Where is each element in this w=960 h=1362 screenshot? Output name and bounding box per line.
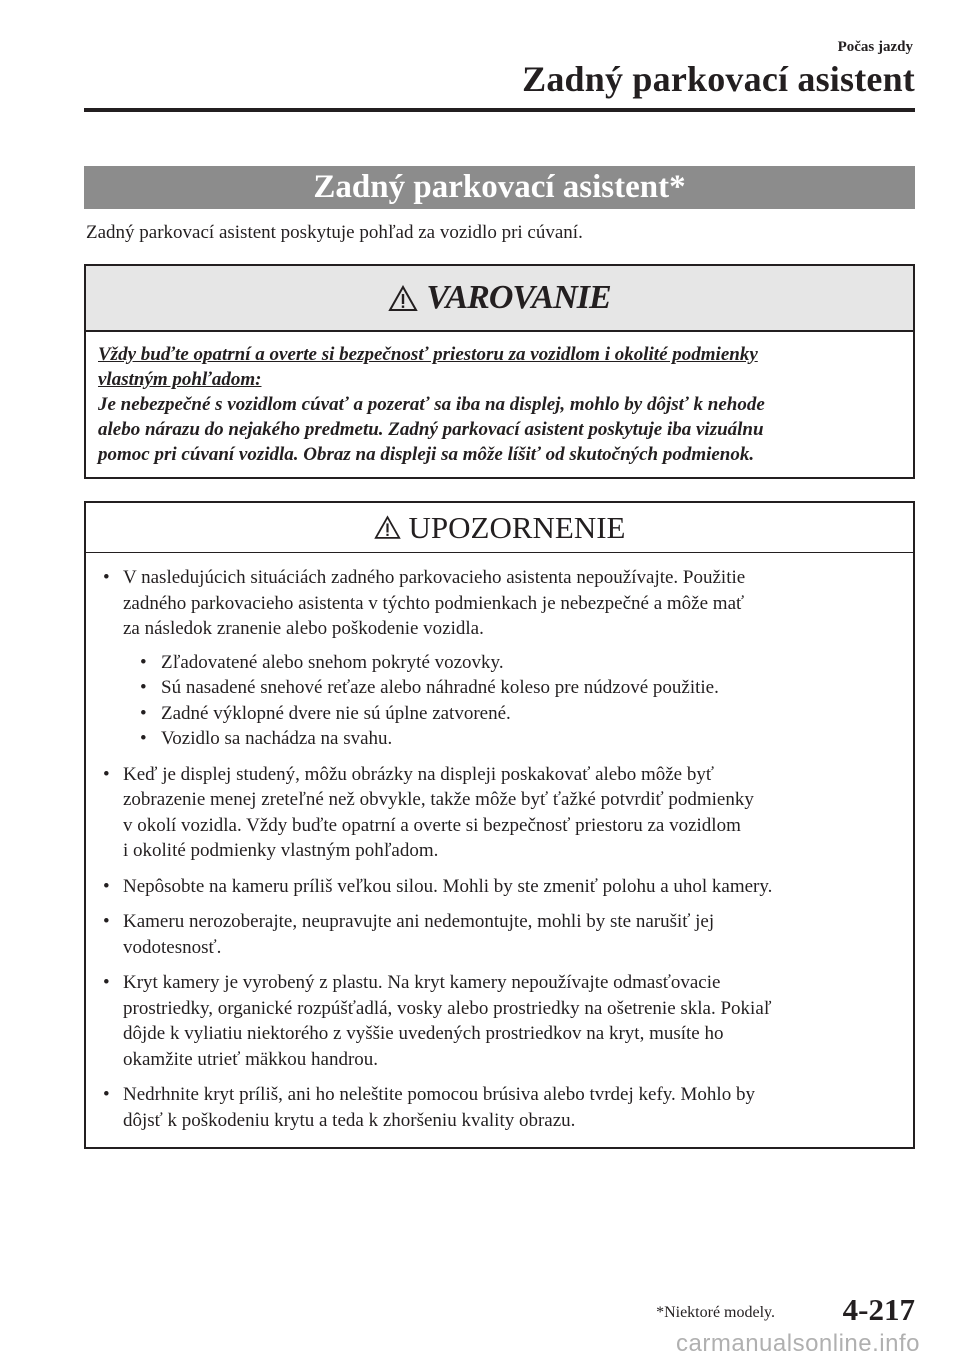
warning-text-line: alebo nárazu do nejakého predmetu. Zadný parkovací asistent poskytuje iba vizuálnu (98, 419, 764, 440)
caution-item-line: Nedrhnite kryt príliš, ani ho neleštite pomocou brúsiva alebo tvrdej kefy. Mohlo by (123, 1084, 755, 1105)
header-subtitle: Počas jazdy (837, 39, 913, 55)
section-title-bar (84, 166, 915, 209)
bullet: • (140, 728, 147, 749)
bullet: • (140, 677, 147, 698)
caution-subitem-text: Zadné výklopné dvere nie sú úplne zatvorené. (161, 702, 511, 724)
caution-title: UPOZORNENIE (408, 509, 626, 545)
warning-box (84, 264, 915, 479)
warning-header (86, 266, 913, 332)
caution-item-line: dôjde k vyliatiu niektorého z vyššie uvedených prostriedkov na kryt, musíte ho (123, 1023, 724, 1044)
warning-triangle-icon (388, 285, 418, 312)
caution-subitem-list (123, 650, 903, 752)
warning-text-line: pomoc pri cúvaní vozidla. Obraz na displeji sa môže líšiť od skutočných podmienok. (98, 444, 755, 465)
section-title: Zadný parkovací asistent* (313, 169, 686, 205)
caution-item (96, 970, 903, 1072)
caution-item (96, 874, 903, 900)
warning-title: VAROVANIE (426, 279, 611, 316)
caution-subitem (123, 701, 903, 727)
caution-item-line: zobrazenie menej zreteľné než obvykle, takže môže byť ťažké potvrdiť podmienky (123, 789, 754, 810)
caution-item (96, 565, 903, 752)
header-title: Zadný parkovací asistent (522, 59, 915, 99)
caution-subitem (123, 675, 903, 701)
bullet: • (140, 651, 147, 673)
caution-item-line: dôjsť k poškodeniu krytu a teda k zhoršeniu kvality obrazu. (123, 1109, 576, 1131)
caution-subitem-text: Zľadovatené alebo snehom pokryté vozovky. (161, 651, 504, 673)
caution-item-line: Nepôsobte na kameru príliš veľkou silou. Mohli by ste zmeniť polohu a uhol kamery. (123, 875, 773, 897)
bullet: • (103, 875, 110, 897)
warning-triangle-icon (374, 515, 401, 540)
warning-text-line: Je nebezpečné s vozidlom cúvať a pozerať sa iba na displej, mohlo by dôjsť k nehode (98, 394, 765, 415)
warning-lead-line: vlastným pohľadom: (98, 369, 262, 390)
caution-item (96, 762, 903, 864)
caution-header (86, 503, 913, 553)
bullet: • (103, 763, 110, 785)
footer-note: *Niektoré modely. (656, 1304, 775, 1321)
warning-lead-line: Vždy buďte opatrní a overte si bezpečnosť priestoru za vozidlom i okolité podmienky (98, 344, 758, 365)
bullet: • (140, 702, 147, 724)
section-intro: Zadný parkovací asistent poskytuje pohľad za vozidlo pri cúvaní. (86, 222, 583, 243)
caution-item-line: prostriedky, organické rozpúšťadlá, vosky alebo prostriedky na ošetrenie skla. Pokiaľ (123, 997, 772, 1019)
caution-item-line: okamžite utrieť mäkkou handrou. (123, 1048, 379, 1070)
caution-item-line: Keď je displej studený, môžu obrázky na displeji poskakovať alebo môže byť (123, 763, 714, 785)
caution-item-line: zadného parkovacieho asistenta v týchto podmienkach je nebezpečné a môže mať (123, 592, 745, 614)
bullet: • (103, 911, 110, 932)
caution-subitem (123, 726, 903, 752)
caution-item-line: Kameru nerozoberajte, neupravujte ani nedemontujte, mohli by ste narušiť jej (123, 911, 715, 932)
caution-item-line: V nasledujúcich situáciách zadného parkovacieho asistenta nepoužívajte. Použitie (123, 567, 746, 588)
caution-item-line: za následok zranenie alebo poškodenie vozidla. (123, 618, 484, 639)
caution-item-line: vodotesnosť. (123, 936, 222, 958)
caution-subitem-text: Vozidlo sa nachádza na svahu. (161, 728, 393, 749)
caution-subitem (123, 650, 903, 676)
warning-lead (98, 342, 899, 392)
caution-subitem-text: Sú nasadené snehové reťaze alebo náhradné koleso pre núdzové použitie. (161, 677, 719, 698)
bullet: • (103, 1084, 110, 1105)
caution-item-line: i okolité podmienky vlastným pohľadom. (123, 840, 439, 861)
bullet: • (103, 567, 110, 588)
caution-item (96, 909, 903, 960)
warning-body (86, 332, 913, 467)
bullet: • (103, 972, 110, 993)
caution-item (96, 1082, 903, 1133)
page-number: 4-217 (842, 1292, 915, 1327)
caution-box (84, 501, 915, 1149)
caution-item-line: v okolí vozidla. Vždy buďte opatrní a overte si bezpečnosť priestoru za vozidlom (123, 814, 741, 836)
watermark: carmanualsonline.info (676, 1330, 920, 1357)
header-rule (84, 108, 915, 112)
caution-body (86, 553, 913, 1133)
caution-item-line: Kryt kamery je vyrobený z plastu. Na kryt kamery nepoužívajte odmasťovacie (123, 972, 721, 993)
